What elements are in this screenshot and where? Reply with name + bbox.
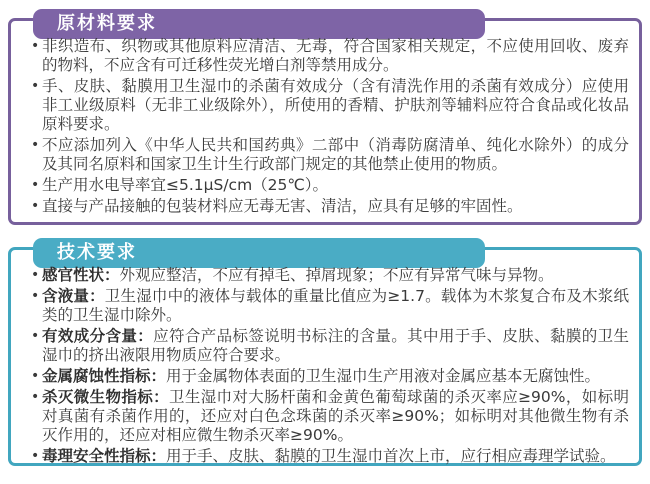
list-item <box>31 287 629 325</box>
list-item <box>31 176 629 195</box>
list-item <box>31 197 629 216</box>
item-label: 毒理安全性指标： <box>42 447 167 465</box>
item-text: 非织造布、织物或其他原料应清洁、无毒，符合国家相关规定，不应使用回收、废弃的物料，不应含有可迁移性荧光增白剂等禁用成分。 <box>42 37 629 74</box>
item-text: 用于手、皮肤、黏膜的卫生湿巾首次上市，应行相应毒理学试验。 <box>166 447 616 465</box>
bullet-icon: • <box>31 328 40 344</box>
item-text: 用于金属物体表面的卫生湿巾生产用液对金属应基本无腐蚀性。 <box>166 367 601 385</box>
item-text: 应符合产品标签说明书标注的含量。其中用于手、皮肤、黏膜的卫生湿巾的挤出液限用物质应符合要求。 <box>42 327 629 364</box>
item-text: 生产用水电导率宜≤5.1μS/cm（25℃）。 <box>42 176 329 194</box>
technical-requirements-list <box>11 250 639 466</box>
bullet-icon: • <box>31 448 40 464</box>
bullet-icon: • <box>31 267 40 283</box>
item-label: 含液量： <box>42 287 105 305</box>
bullet-icon: • <box>31 198 40 214</box>
raw-materials-list <box>11 21 639 216</box>
list-item <box>31 327 629 365</box>
list-item <box>31 388 629 445</box>
item-label: 感官性状： <box>42 266 120 284</box>
bullet-icon: • <box>31 78 40 94</box>
item-text: 手、皮肤、黏膜用卫生湿巾的杀菌有效成分（含有清洗作用的杀菌有效成分）应使用非工业级原料（无非工业级除外），所使用的香精、护肤剂等辅料应符合食品或化妆品原料要求。 <box>42 77 629 133</box>
bullet-icon: • <box>31 389 40 405</box>
item-label: 杀灭微生物指标： <box>42 388 169 406</box>
section-technical-requirements <box>8 242 642 466</box>
item-label: 金属腐蚀性指标： <box>42 367 167 385</box>
item-text: 卫生湿巾中的液体与载体的重量比值应为≥1.7。载体为木浆复合布及木浆纸类的卫生湿巾除外。 <box>42 287 629 324</box>
section-title: 技术要求 <box>57 242 137 263</box>
bullet-icon: • <box>31 288 40 304</box>
item-text: 卫生湿巾对大肠杆菌和金黄色葡萄球菌的杀灭率应≥90%，如标明对真菌有杀菌作用的，还应对白色念珠菌的杀灭率≥90%；如标明对其他微生物有杀灭作用的，还应对相应微生物杀灭率≥90%。 <box>42 388 629 444</box>
item-text: 不应添加列入《中华人民共和国药典》二部中（消毒防腐清单、纯化水除外）的成分及其同名原料和国家卫生计生行政部门规定的其他禁止使用的物质。 <box>42 136 629 173</box>
list-item <box>31 367 629 386</box>
bullet-icon: • <box>31 368 40 384</box>
list-item <box>31 266 629 285</box>
section-raw-material-requirements <box>8 13 642 225</box>
item-label: 有效成分含量： <box>42 327 154 345</box>
item-text: 外观应整洁，不应有掉毛、掉屑现象；不应有异常气味与异物。 <box>119 266 554 284</box>
bullet-icon: • <box>31 137 40 153</box>
list-item <box>31 447 629 466</box>
list-item <box>31 37 629 75</box>
item-text: 直接与产品接触的包装材料应无毒无害、清洁，应具有足够的牢固性。 <box>42 197 523 215</box>
section-header-technical <box>33 238 485 268</box>
list-item <box>31 136 629 174</box>
bullet-icon: • <box>31 38 40 54</box>
section-header-raw-materials <box>33 9 485 39</box>
list-item <box>31 77 629 134</box>
bullet-icon: • <box>31 177 40 193</box>
section-title: 原材料要求 <box>57 13 157 34</box>
